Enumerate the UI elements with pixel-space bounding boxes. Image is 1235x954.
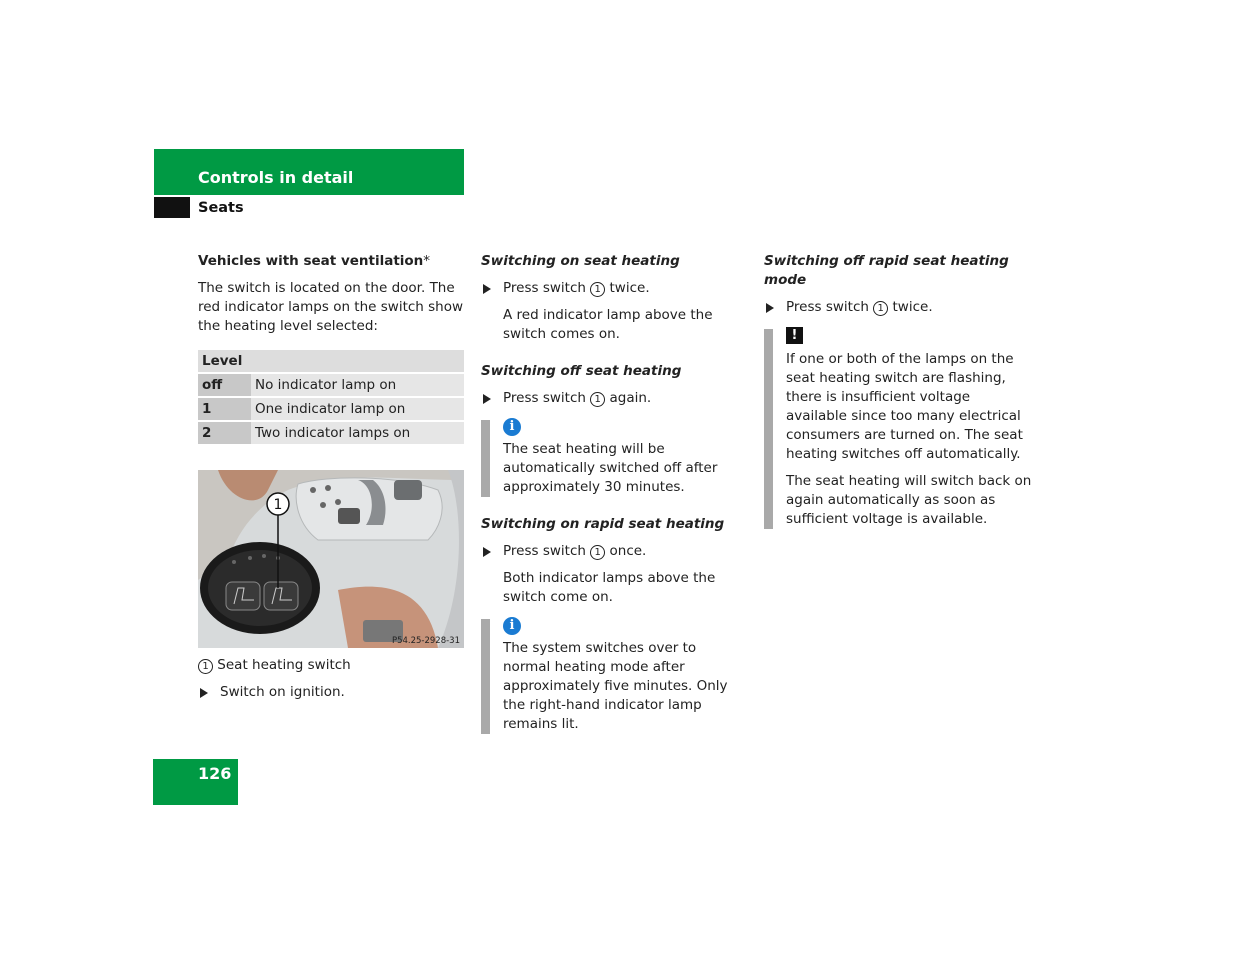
step: Press switch 1 twice. xyxy=(481,279,746,298)
heading-switch-off-heating: Switching off seat heating xyxy=(481,363,682,379)
column-3 xyxy=(764,252,1032,529)
callout-number: 1 xyxy=(590,282,605,297)
caption: 1 Seat heating switch xyxy=(198,656,464,675)
callout-number: 1 xyxy=(590,545,605,560)
table-header-row xyxy=(198,350,464,372)
step: Press switch 1 again. xyxy=(481,389,746,408)
column-2 xyxy=(481,252,746,734)
heading-switch-on-heating: Switching on seat heating xyxy=(481,253,680,269)
result-text: A red indicator lamp above the switch comes on. xyxy=(503,307,713,342)
photo-code: P54.25-2928-31 xyxy=(391,636,460,646)
bullet-arrow-icon xyxy=(766,303,774,313)
note-bar xyxy=(481,619,490,734)
heading-rapid-heating: Switching on rapid seat heating xyxy=(481,516,725,532)
table-row xyxy=(198,398,464,420)
asterisk-mark: * xyxy=(423,253,431,269)
level-key: 1 xyxy=(198,398,251,420)
bullet-arrow-icon xyxy=(483,394,491,404)
heading-switch-off-rapid: Switching off rapid seat heating mode xyxy=(764,253,1009,288)
warning-text: The seat heating will switch back on again automatically as soon as sufficient voltage is available. xyxy=(786,473,1032,527)
col1-intro: The switch is located on the door. The red indicator lamps on the switch show the heating level selected: xyxy=(198,280,464,334)
page-number: 126 xyxy=(198,764,232,783)
info-icon: i xyxy=(503,617,521,635)
info-note xyxy=(481,617,746,734)
photo-callout-1: 1 xyxy=(273,497,283,513)
callout-number: 1 xyxy=(873,301,888,316)
table-header-level: Level xyxy=(198,350,251,372)
warning-note xyxy=(764,327,1032,529)
info-note xyxy=(481,418,746,497)
note-text: The system switches over to normal heating mode after approximately five minutes. Only the right-hand indicator lamp remains lit. xyxy=(503,640,728,732)
level-table xyxy=(198,348,464,446)
subsection-marker xyxy=(154,197,190,218)
seat-switch-photo xyxy=(198,470,464,648)
table-row xyxy=(198,374,464,396)
level-key: 2 xyxy=(198,422,251,444)
bullet-arrow-icon xyxy=(483,547,491,557)
level-value: Two indicator lamps on xyxy=(251,422,464,444)
callout-number: 1 xyxy=(198,659,213,674)
step: Press switch 1 once. xyxy=(481,542,746,561)
warning-icon: ! xyxy=(786,327,803,344)
result-text: Both indicator lamps above the switch come on. xyxy=(503,570,716,605)
level-value: No indicator lamp on xyxy=(251,374,464,396)
level-value: One indicator lamp on xyxy=(251,398,464,420)
step: Press switch 1 twice. xyxy=(764,298,1032,317)
note-bar xyxy=(481,420,490,497)
level-key: off xyxy=(198,374,251,396)
note-bar xyxy=(764,329,773,529)
callout-number: 1 xyxy=(590,392,605,407)
col1-heading: Vehicles with seat ventilation* xyxy=(198,253,431,269)
bullet-arrow-icon xyxy=(200,688,208,698)
info-icon: i xyxy=(503,418,521,436)
section-title: Controls in detail xyxy=(198,168,354,187)
step-switch-on-ignition: Switch on ignition. xyxy=(198,683,464,702)
bullet-arrow-icon xyxy=(483,284,491,294)
note-text: The seat heating will be automatically switched off after approximately 30 minutes. xyxy=(503,441,718,495)
subsection-title: Seats xyxy=(198,200,244,216)
table-row xyxy=(198,422,464,444)
warning-text: If one or both of the lamps on the seat heating switch are flashing, there is insufficient voltage available since too many electrical consumers are turned on. The seat heating switches off automatically. xyxy=(786,351,1023,462)
column-1 xyxy=(198,252,464,702)
